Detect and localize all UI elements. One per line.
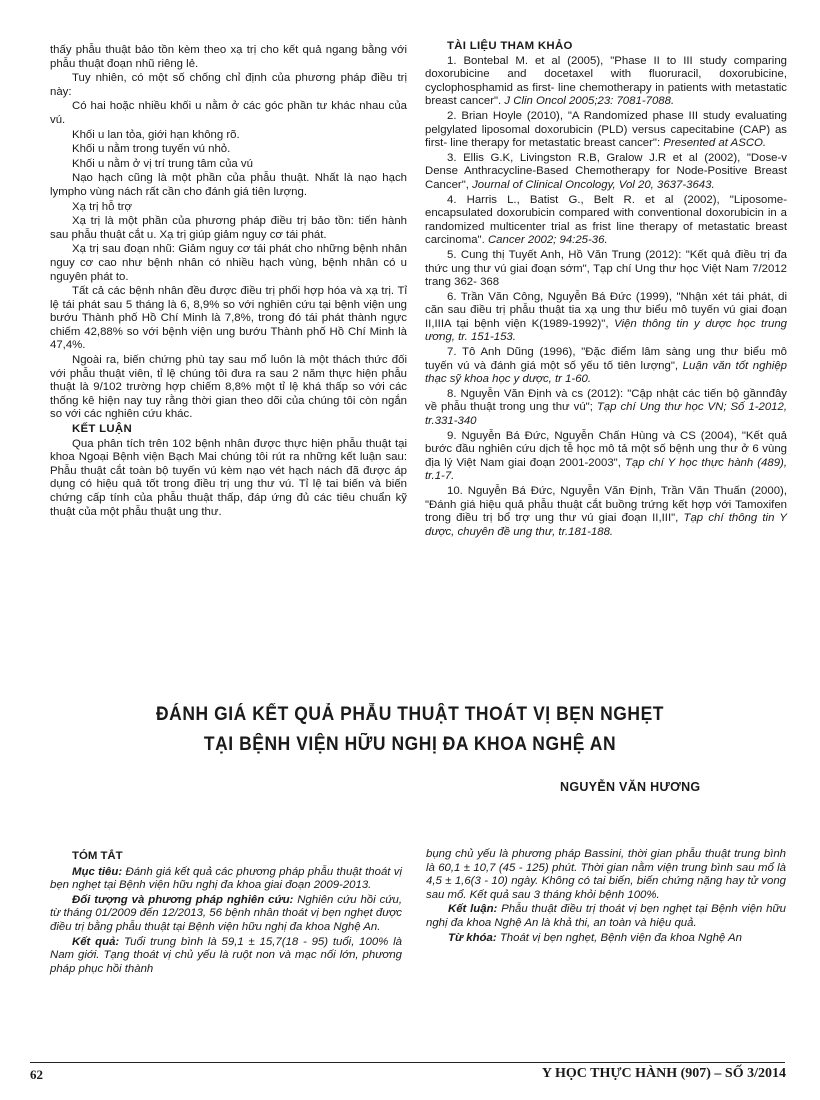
abstract-heading: TÓM TẮT: [72, 850, 123, 862]
reference-item: 7. Tô Anh Dũng (1996), "Đặc điểm lâm sàng ung thư biểu mô tuyến vú và đánh giá một số yếu tố tiên lượng", Luận văn tốt nghiệp thạc sỹ khoa học y dược, tr 1-60.: [425, 346, 787, 386]
paragraph: Khối u lan tỏa, giới hạn không rõ.: [72, 128, 240, 141]
reference-item: 5. Cung thị Tuyết Anh, Hồ Văn Trung (2012): "Kết quả điều trị đa thức ung thư vú giai đoạn sớm", Tạp chí Ung thư học Việt Nam 7/2012 trang 362- 368: [425, 248, 787, 289]
abstract-right: [426, 848, 786, 946]
page-number: 62: [30, 1067, 43, 1082]
paragraph: Có hai hoặc nhiều khối u nằm ở các góc phần tư khác nhau của vú.: [50, 100, 407, 126]
journal-footer: Y HỌC THỰC HÀNH (907) – SỐ 3/2014: [541, 1066, 786, 1081]
reference-item: 4. Harris L., Batist G., Belt R. et al (2002), "Liposome- encapsulated doxorubicin compared with conventional doxorubicin in a randomized multicenter trial as frist line therapy of metastatic breast carcinoma". Cancer 2002; 94:25-36.: [425, 193, 787, 247]
abstract-objective: Mục tiêu: Đánh giá kết quả các phương pháp phẫu thuật thoát vị bẹn nghẹt tại Bệnh viện hữu nghị đa khoa giai đoạn 2009-2013.: [50, 865, 402, 892]
paragraph: Khối u nằm ở vị trí trung tâm của vú: [72, 157, 253, 170]
reference-item: 2. Brian Hoyle (2010), "A Randomized phase III study evaluating pelgylated liposomal doxorubicin (PLD) versus capecitabine (CAP) as first- line therapy for metastatic breast cancer": Presented at ASCO.: [425, 109, 787, 150]
abstract-keywords: Từ khóa: Thoát vị bẹn nghẹt, Bệnh viện đa khoa Nghệ An: [448, 931, 742, 944]
abstract-results: Kết quả: Tuổi trung bình là 59,1 ± 15,7(18 - 95) tuổi, 100% là Nam giới. Tạng thoát vị chủ yếu là ruột non và mạc nối lớn, phương pháp phục hồi thành: [50, 935, 402, 975]
reference-item: 8. Nguyễn Văn Định và cs (2012): "Cập nhật các tiến bộ gầnnđây về phẫu thuật trong ung thư vú"; Tạp chí Ung thư học VN; Số 1-2012, tr.331-340: [425, 387, 787, 428]
paragraph: Xạ trị hỗ trợ: [72, 200, 133, 213]
paragraph: thấy phẫu thuật bảo tồn kèm theo xạ trị cho kết quả ngang bằng với phẫu thuật đoạn nhũ riêng lẻ.: [50, 44, 407, 70]
abstract-conclusion: Kết luận: Phẫu thuật điều trị thoát vị bẹn nghẹt tại Bệnh viện hữu nghị đa khoa Nghệ An là khả thi, an toàn và hiệu quả.: [426, 903, 787, 929]
paragraph: Nạo hạch cũng là một phần của phẫu thuật. Nhất là nạo hạch lympho vùng nách rất cần cho đánh giá tiên lượng.: [50, 172, 407, 198]
references-heading: TÀI LIỆU THAM KHẢO: [447, 40, 573, 52]
abstract-left: [50, 850, 402, 977]
abstract-methods: Đối tượng và phương pháp nghiên cứu: Nghiên cứu hồi cứu, từ tháng 01/2009 đến 12/2013, 56 bệnh nhân thoát vị bẹn nghẹt được điều trị bằng phẫu thuật tại Bệnh viện hữu nghị đa khoa Nghệ An.: [50, 893, 402, 933]
paragraph: Tất cả các bệnh nhân đều được điều trị phối hợp hóa và xạ trị. Tỉ lệ tái phát sau 5 tháng là 6, 8,9% so với nghiên cứu tại bệnh viện ung bướu Thành phố Hồ Chí Minh là 7,8%, trong đó tái phát thành ngực chiếm 42,88% so với bệnh viện ung bướu Thành phố Hồ Chí Minh là 47,4%.: [50, 285, 407, 352]
footer-rule: [30, 1062, 785, 1063]
article-title-line-2: TẠI BỆNH VIỆN HỮU NGHỊ ĐA KHOA NGHỆ AN: [203, 734, 617, 755]
paragraph: Xạ trị sau đoạn nhũ: Giảm nguy cơ tái phát cho những bệnh nhân nguy cơ cao như bệnh nhân có nhiều hạch vùng, bệnh nhân có u nguyên phát to.: [50, 243, 407, 283]
paragraph: Tuy nhiên, có một số chống chỉ định của phương pháp điều trị này:: [50, 72, 407, 98]
section-heading-conclusion: KẾT LUẬN: [72, 423, 132, 436]
paragraph: Ngoài ra, biến chứng phù tay sau mổ luôn là một thách thức đối với phẫu thuật viên, tỉ lệ chúng tôi đưa ra sau 2 năm thực hiện phẫu thuật là 9/102 trường hợp chiếm 8,8% một tỉ lệ khá thấp so với các thống kê hiện nay tuy rằng thời gian theo dõi của chúng tôi còn ngắn so với các nghiên cứu khác.: [50, 354, 407, 421]
abstract-results-continued: bụng chủ yếu là phương pháp Bassini, thời gian phẫu thuật trung bình là 60,1 ± 10,7 (45 - 125) phút. Thời gian nằm viện trung bình sau mổ là 4,5 ± 1,6(3 - 10) ngày. Không có tai biến, biến chứng nặng hay tử vong sau mổ. Kết quả sau 3 tháng khỏi bệnh 100%.: [426, 848, 786, 901]
reference-item: 9. Nguyễn Bá Đức, Nguyễn Chấn Hùng và CS (2004), "Kết quả bước đầu nghiên cứu dịch tễ học mô tả một số bệnh ung thư ở 6 vùng địa lý Việt Nam giai đoạn 2001-2003", Tạp chí Y học thực hành (489), tr.1-7.: [425, 429, 787, 483]
body-text-left: [50, 44, 407, 520]
reference-item: 6. Trần Văn Công, Nguyễn Bá Đức (1999), "Nhận xét tái phát, di căn sau điều trị phẫu thuật tia xạ ung thư biểu mô tuyến vú giai đoạn II,IIIA tại bệnh viện K(1989-1992)", Viện thông tin y dược học trung ương, tr. 151-153.: [425, 290, 787, 344]
reference-item: 3. Ellis G.K, Livingston R.B, Gralow J.R et al (2002), "Dose-v Dense Anthracycline-Based Chemotherapy for Node-Positive Breast Cancer", Journal of Clinical Oncology, Vol 20, 3637-3643.: [425, 151, 787, 191]
references-list: [425, 40, 787, 540]
reference-item: 1. Bontebal M. et al (2005), "Phase II to III study comparing doxorubicine and docetaxel with fluoruracil, doxorubicine, cyclophosphamid as first- line chemotherapy in patients with metastatic breast cancer". J Clin Oncol 2005;23: 7081-7088.: [425, 54, 787, 108]
article-title-line-1: ĐÁNH GIÁ KẾT QUẢ PHẪU THUẬT THOÁT VỊ BẸN NGHẸT: [155, 704, 665, 725]
reference-item: 10. Nguyễn Bá Đức, Nguyễn Văn Định, Trần Văn Thuấn (2000), "Đánh giá hiệu quả phẫu thuật cắt buồng trứng kết hợp với Tamoxifen trong điều trị bổ trợ ung thư vú giai đoạn II,III", Tạp chí thông tin Y dược, chuyên đề ung thư, tr.181-188.: [425, 485, 787, 538]
article-author: NGUYỄN VĂN HƯƠNG: [560, 780, 701, 794]
paragraph: Khối u nằm trong tuyến vú nhỏ.: [72, 143, 231, 156]
paragraph: Xạ trị là một phần của phương pháp điều trị bảo tồn: tiến hành sau phẫu thuật cắt u. Xạ trị giúp giảm nguy cơ tái phát.: [50, 215, 407, 241]
paragraph: Qua phân tích trên 102 bệnh nhân được thực hiện phẫu thuật tại khoa Ngoại Bệnh viện Bạch Mai chúng tôi rút ra những kết luận sau: Phẫu thuật cắt toàn bộ tuyến vú kèm nạo vét hạch nách đã được áp dụng có hiệu quả tốt trong điều trị ung thư vú. Tỉ lệ tai biến và biến chứng cấp tính của phẫu thuật thấp, đáp ứng đủ các tiêu chuẩn kỹ thuật của một phẫu thuật ung thư.: [50, 437, 407, 518]
